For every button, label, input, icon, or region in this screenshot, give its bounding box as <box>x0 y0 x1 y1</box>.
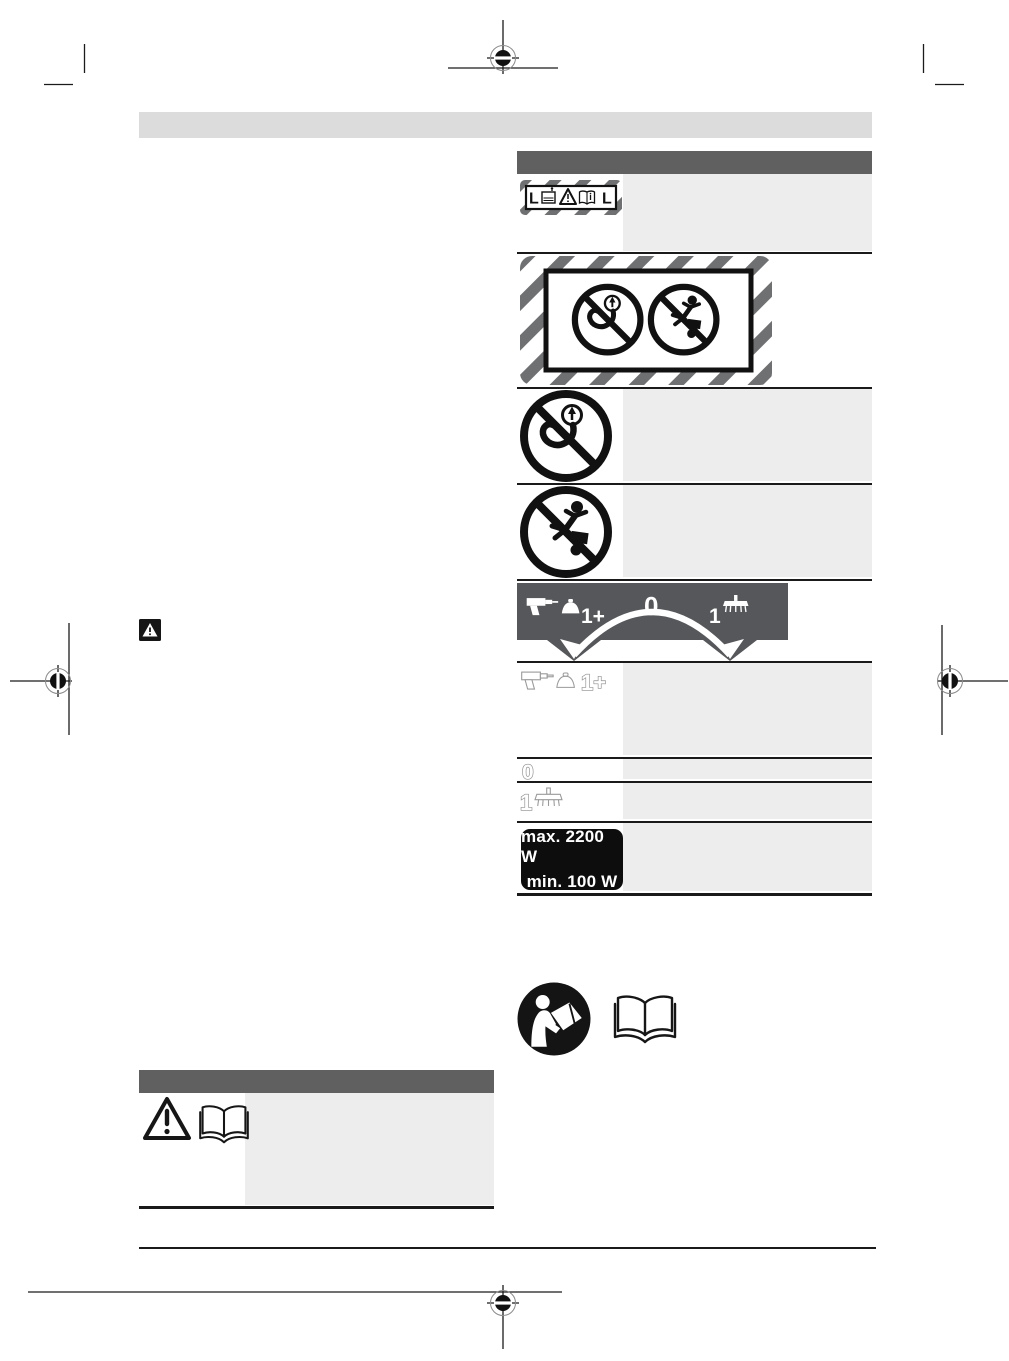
power-rating-badge <box>521 829 623 890</box>
no-riding-icon <box>651 287 717 353</box>
description-cell <box>623 663 872 755</box>
off-mode-symbol <box>519 759 541 783</box>
open-book-icon <box>612 990 678 1048</box>
no-crane-hook-icon <box>575 287 641 353</box>
description-cell <box>623 759 872 779</box>
mode-auto-label: 1+ <box>581 605 605 628</box>
vacuum-on-mode-symbol <box>519 784 571 818</box>
description-cell <box>623 174 872 251</box>
page-bottom-rule <box>139 1247 876 1249</box>
mode-selector-diagram <box>517 583 788 661</box>
on-mode-label: 1 <box>520 790 533 815</box>
label-letter-left: L <box>529 190 539 208</box>
striped-warning-label <box>520 256 772 385</box>
symbols-table-header <box>517 151 872 174</box>
sander-icon <box>557 673 575 687</box>
description-cell <box>623 823 872 891</box>
min-power-label: min. 100 W <box>526 872 618 891</box>
certification-strip-label-icon <box>520 180 622 215</box>
manual-book-icon <box>580 191 595 204</box>
row-divider <box>517 781 872 783</box>
row-divider <box>517 661 872 663</box>
description-cell <box>623 485 872 577</box>
label-letter-right: L <box>602 190 612 208</box>
bottom-section-header <box>139 1070 494 1093</box>
description-cell <box>623 783 872 819</box>
bottom-section-rule <box>139 1206 494 1209</box>
open-book-icon <box>197 1101 251 1147</box>
tools-auto-mode-symbol <box>519 664 619 696</box>
warning-marker-icon <box>139 619 161 641</box>
row-divider <box>517 252 872 254</box>
off-mode-label: 0 <box>522 761 534 783</box>
mode-off-label: 0 <box>644 591 659 621</box>
auto-mode-label: 1+ <box>581 670 607 695</box>
read-manual-icon <box>517 982 591 1056</box>
no-riding-icon <box>519 485 613 579</box>
warning-triangle-icon <box>141 1094 193 1144</box>
no-crane-hook-icon <box>519 389 613 483</box>
vacuum-brush-icon <box>535 788 562 806</box>
bottom-section-cell <box>245 1093 494 1205</box>
row-divider <box>517 821 872 823</box>
power-tool-drill-icon <box>522 672 553 689</box>
max-power-label: max. 2200 W <box>521 827 605 866</box>
mode-on-label: 1 <box>709 605 721 628</box>
table-bottom-rule <box>517 893 872 896</box>
row-divider <box>517 757 872 759</box>
description-cell <box>623 389 872 481</box>
row-divider <box>517 579 872 581</box>
top-banner <box>139 112 872 138</box>
